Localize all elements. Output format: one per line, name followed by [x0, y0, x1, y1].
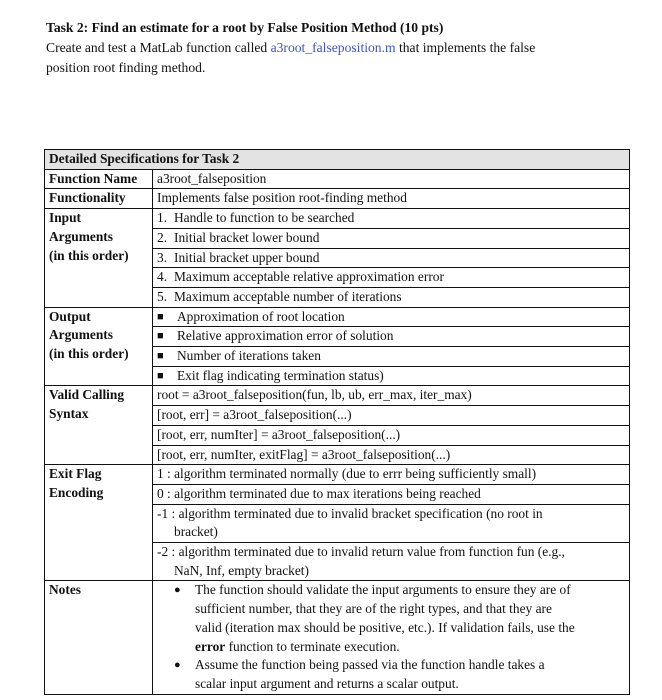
note-line: Assume the function being passed via the function handle takes a: [195, 657, 545, 673]
table-row: [45, 581, 630, 694]
table-row: [45, 465, 630, 581]
table-row: [45, 189, 630, 209]
note-line: [195, 638, 627, 657]
item-text: Exit flag indicating termination status): [177, 367, 384, 383]
syntax-line: [root, err, numIter] = a3root_falseposition(...): [153, 425, 629, 445]
item-text: Number of iterations taken: [177, 348, 321, 364]
bullet-icon: ■: [157, 350, 164, 363]
note-line: scalar input argument and returns a scalar output.: [195, 675, 459, 691]
exit-flag-list: [153, 465, 630, 581]
exit-flag-label: [45, 465, 153, 581]
list-item: [153, 267, 629, 287]
note-line: valid (iteration max should be positive, etc.). If validation fails, use the: [195, 619, 575, 635]
syntax-list: [153, 386, 630, 465]
bullet-icon: ●: [174, 584, 181, 597]
list-item: [153, 287, 629, 307]
note-line: sufficient number, that they are of the right types, and that they are: [195, 601, 552, 617]
syntax-line: [root, err, numIter, exitFlag] = a3root_falseposition(...): [153, 445, 629, 465]
exit-flag-label-line: Encoding: [49, 484, 104, 500]
item-number: 2.: [157, 229, 168, 245]
output-label-line: Arguments: [49, 327, 113, 343]
bullet-icon: ■: [157, 330, 164, 343]
table-header-row: [45, 150, 630, 170]
item-number: 4.: [157, 269, 168, 285]
item-text-continued: NaN, Inf, empty bracket): [174, 562, 309, 578]
item-text-continued: bracket): [174, 524, 218, 540]
list-item: [153, 346, 629, 366]
item-text: -1 : algorithm terminated due to invalid bracket specification (no root in: [157, 505, 543, 521]
item-number: 1.: [157, 210, 168, 226]
list-item: [153, 465, 629, 484]
table-header: Detailed Specifications for Task 2: [45, 150, 630, 170]
item-number: 5.: [157, 288, 168, 304]
task-description-text-2: that implements the false: [395, 40, 536, 55]
input-label-line: Input: [49, 210, 82, 226]
list-item: [153, 326, 629, 346]
table-row: [45, 307, 630, 386]
list-item: [153, 484, 629, 504]
task-description-text: Create and test a MatLab function called: [46, 40, 271, 55]
item-number: 3.: [157, 249, 168, 265]
notes-list: [153, 581, 630, 694]
note-text: function to terminate execution.: [225, 638, 400, 654]
output-list: [153, 307, 630, 386]
list-item: [153, 366, 629, 386]
bullet-icon: ●: [174, 659, 181, 672]
table-row: [45, 386, 630, 465]
item-text: Handle to function to be searched: [174, 210, 355, 226]
output-label-line: (in this order): [49, 346, 129, 362]
item-text: Maximum acceptable relative approximation error: [174, 269, 444, 285]
list-item: [174, 656, 627, 693]
input-list: [153, 209, 630, 308]
syntax-line: root = a3root_falseposition(fun, lb, ub, err_max, iter_max): [157, 387, 472, 403]
list-item: [153, 504, 629, 542]
note-line: The function should validate the input arguments to ensure they are of: [195, 582, 571, 598]
output-label: [45, 307, 153, 386]
item-text: Maximum acceptable number of iterations: [174, 288, 402, 304]
table-row: [45, 209, 630, 308]
item-text: -2 : algorithm terminated due to invalid return value from function fun (e.g.,: [157, 544, 565, 560]
syntax-label-line: Syntax: [49, 406, 89, 422]
list-item: [153, 209, 629, 228]
item-text: 0 : algorithm terminated due to max iterations being reached: [157, 485, 481, 501]
syntax-label: [45, 386, 153, 465]
item-text: Approximation of root location: [177, 308, 345, 324]
exit-flag-label-line: Exit Flag: [49, 466, 102, 482]
list-item: [153, 542, 629, 580]
input-label-line: Arguments: [49, 228, 113, 244]
list-item: [153, 248, 629, 268]
function-name-value: a3root_falseposition: [153, 169, 630, 189]
task-description: [46, 38, 646, 78]
item-text: Initial bracket upper bound: [174, 249, 320, 265]
task-heading-block: [46, 18, 646, 78]
function-filename: a3root_falseposition.m: [270, 40, 396, 55]
output-label-line: Output: [49, 308, 91, 324]
item-text: Relative approximation error of solution: [177, 328, 394, 344]
notes-label: Notes: [45, 581, 153, 694]
error-keyword: error: [195, 638, 226, 654]
input-label: [45, 209, 153, 308]
task-title: Task 2: Find an estimate for a root by False Position Method (10 pts): [46, 20, 444, 35]
table-row: [45, 169, 630, 189]
bullet-icon: ■: [157, 310, 164, 323]
item-text: 1 : algorithm terminated normally (due to errr being sufficiently small): [157, 466, 537, 482]
list-item: [153, 228, 629, 248]
list-item: [174, 581, 627, 656]
task-description-line2: position root finding method.: [46, 60, 206, 75]
bullet-icon: ■: [157, 369, 164, 382]
syntax-line: [root, err] = a3root_falseposition(...): [153, 405, 629, 425]
functionality-label: Functionality: [45, 189, 153, 209]
functionality-value: Implements false position root-finding method: [153, 189, 630, 209]
input-label-line: (in this order): [49, 247, 129, 263]
function-name-label: Function Name: [45, 169, 153, 189]
list-item: [153, 308, 629, 327]
syntax-label-line: Valid Calling: [49, 387, 125, 403]
item-text: Initial bracket lower bound: [174, 229, 320, 245]
specifications-table: [44, 149, 630, 695]
